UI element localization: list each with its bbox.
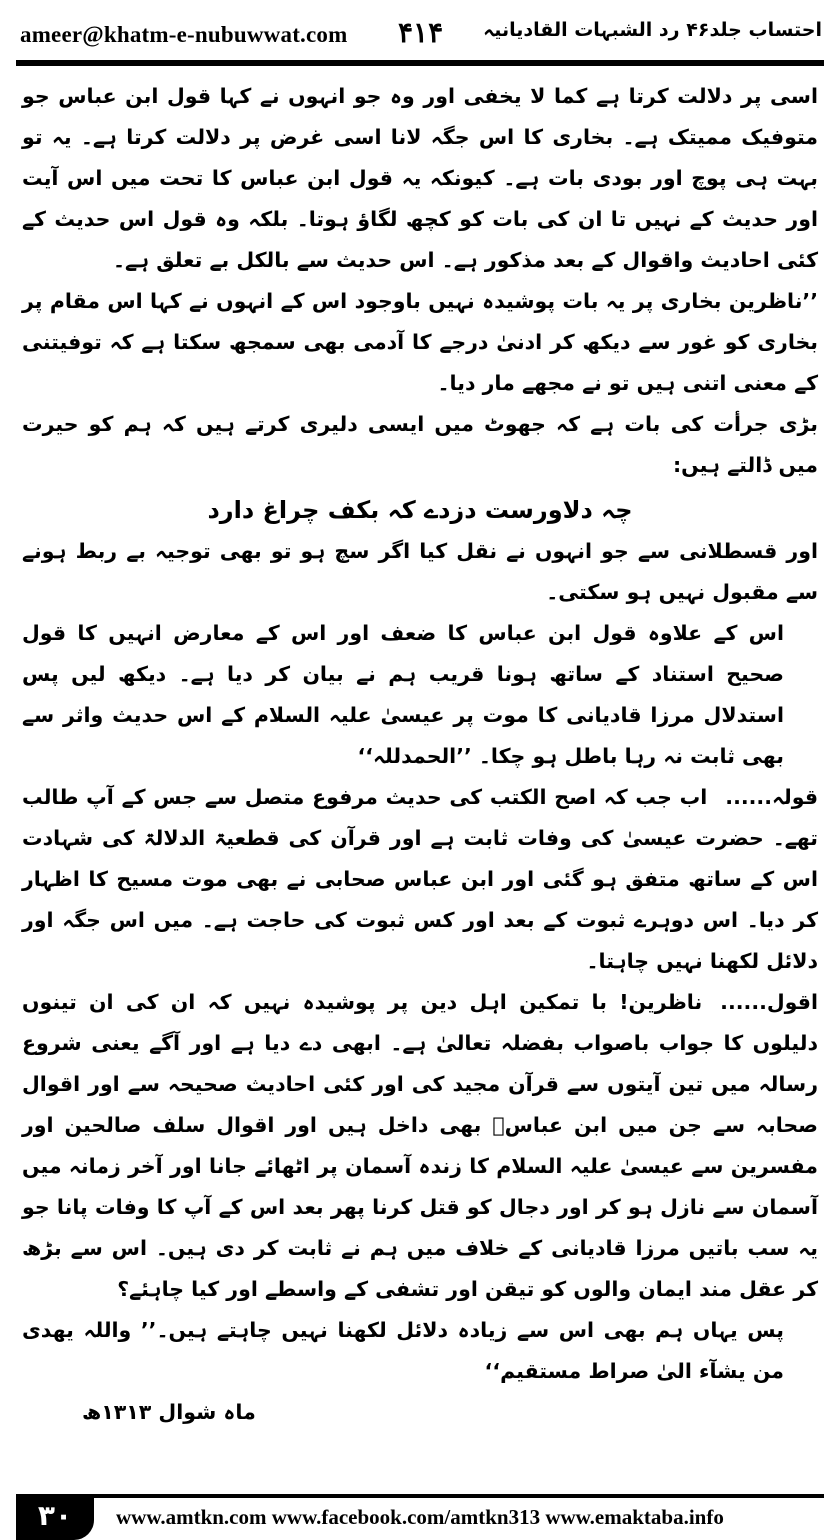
paragraph-5: اس کے علاوہ قول ابن عباس کا ضعف اور اس کے معارض انہیں کا قول صحیح استناد کے ساتھ ہونا قریب ہم نے بیان کر دیا ہے۔ دیکھ لیں پس استدلال مرزا قادیانی کا موت پر عیسیٰ علیہ السلام کے اس حدیث واثر سے بھی ثابت نہ رہا باطل ہو چکا۔ ’’الحمدللہ‘‘	[22, 621, 784, 768]
paragraph-8: پس یہاں ہم بھی اس سے زیادہ دلائل لکھنا نہیں چاہتے ہیں۔’’ واللہ یھدی من یشآء الیٰ صراط مستقیم‘‘	[22, 1318, 784, 1383]
paragraph-6-text: اب جب کہ اصح الکتب کی حدیث مرفوع متصل سے جس کے آپ طالب تھے۔ حضرت عیسیٰ کی وفات ثابت ہے اور قرآن کی قطعیۃ الدلالۃ کی شہادت اس کے ساتھ متفق ہو گئی اور ابن عباس صحابی نے بھی موت مسیح کا اظہار کر دیا۔ اس دوہرے ثبوت کے بعد اور کس ثبوت کی حاجت ہے۔ میں اس جگہ اور دلائل لکھنا نہیں چاہتا۔	[22, 785, 818, 973]
header-page-number: ۴۱۴	[398, 16, 444, 49]
page-body	[22, 76, 818, 1433]
footer-page-badge: ۳۰	[16, 1494, 94, 1540]
paragraph-7	[22, 982, 818, 1310]
paragraph-7-text: ناظرین! با تمکین اہل دین پر پوشیدہ نہیں کہ ان کی ان تینوں دلیلوں کا جواب باصواب بفضلہ تعالیٰ ہے۔ ابھی دے دیا ہے اور آگے یعنی شروع رسالہ میں تین آیتوں سے قرآن مجید کی اور کئی احادیث صحیحہ سے اور اقوال صحابہ سے جن میں ابن عباسؓ بھی داخل ہیں اور اقوال سلف صالحین اور مفسرین سے عیسیٰ علیہ السلام کا زندہ آسمان پر اٹھائے جانا اور آخر زمانہ میں آسمان سے نازل ہو کر اور دجال کو قتل کرنا پھر بعد اس کے آپ کا وفات پانا جو یہ سب باتیں مرزا قادیانی کے خلاف میں ہم نے ثابت کر دی ہیں۔ اس سے بڑھ کر عقل مند ایمان والوں کو تیقن اور تشفی کے واسطے اور کیا چاہئے؟	[22, 990, 818, 1301]
closing-row	[22, 1392, 818, 1433]
aqool-label: اقول......	[720, 990, 818, 1014]
paragraph-1: اسی پر دلالت کرتا ہے کما لا یخفی اور وہ جو انہوں نے کہا قول ابن عباس جو متوفیک ممیتک ہے۔ بخاری کا اس جگہ لانا اسی غرض پر دلالت کرتا ہے۔ یہ تو بہت ہی پوچ اور بودی بات ہے۔ کیونکہ یہ قول ابن عباس کا تحت میں اس آیت اور حدیث کے نہیں تا ان کی بات کو کچھ لگاؤ ہوتا۔ بلکہ وہ قول اس حدیث کے کئی احادیث واقوال کے بعد مذکور ہے۔ اس حدیث سے بالکل بے تعلق ہے۔	[22, 84, 818, 272]
footer-rule	[16, 1494, 824, 1498]
closing-date: ماہ شوال ۱۳۱۳ھ	[82, 1400, 256, 1424]
persian-verse: چہ دلاورست دزدے کہ بکف چراغ دارد	[207, 496, 633, 524]
paragraph-2: ’’ناظرین بخاری پر یہ بات پوشیدہ نہیں باوجود اس کے انہوں نے کہا اس مقام پر بخاری کو غور سے دیکھ کر ادنیٰ درجے کا آدمی بھی سمجھ سکتا ہے کہ توفیتنی کے معنی اتنی ہیں تو نے مجھے مار دیا۔	[22, 289, 818, 395]
header-rule	[16, 60, 824, 66]
header-title: احتساب جلد۴۶ رد الشبہات القادیانیہ	[483, 19, 822, 41]
paragraph-4: اور قسطلانی سے جو انہوں نے نقل کیا اگر سچ ہو تو بھی توجیہ بے ربط ہونے سے مقبول نہیں ہو سکتی۔	[22, 539, 818, 604]
paragraph-6	[22, 777, 818, 982]
paragraph-3: بڑی جرأت کی بات ہے کہ جھوٹ میں ایسی دلیری کرتے ہیں کہ ہم کو حیرت میں ڈالتے ہیں:	[22, 412, 818, 477]
footer-website-links: www.amtkn.com www.facebook.com/amtkn313 www.emaktaba.info	[116, 1505, 724, 1529]
page-header	[16, 10, 824, 54]
qaulah-label: قولہ......	[725, 785, 818, 809]
header-email: ameer@khatm-e-nubuwwat.com	[20, 22, 348, 47]
